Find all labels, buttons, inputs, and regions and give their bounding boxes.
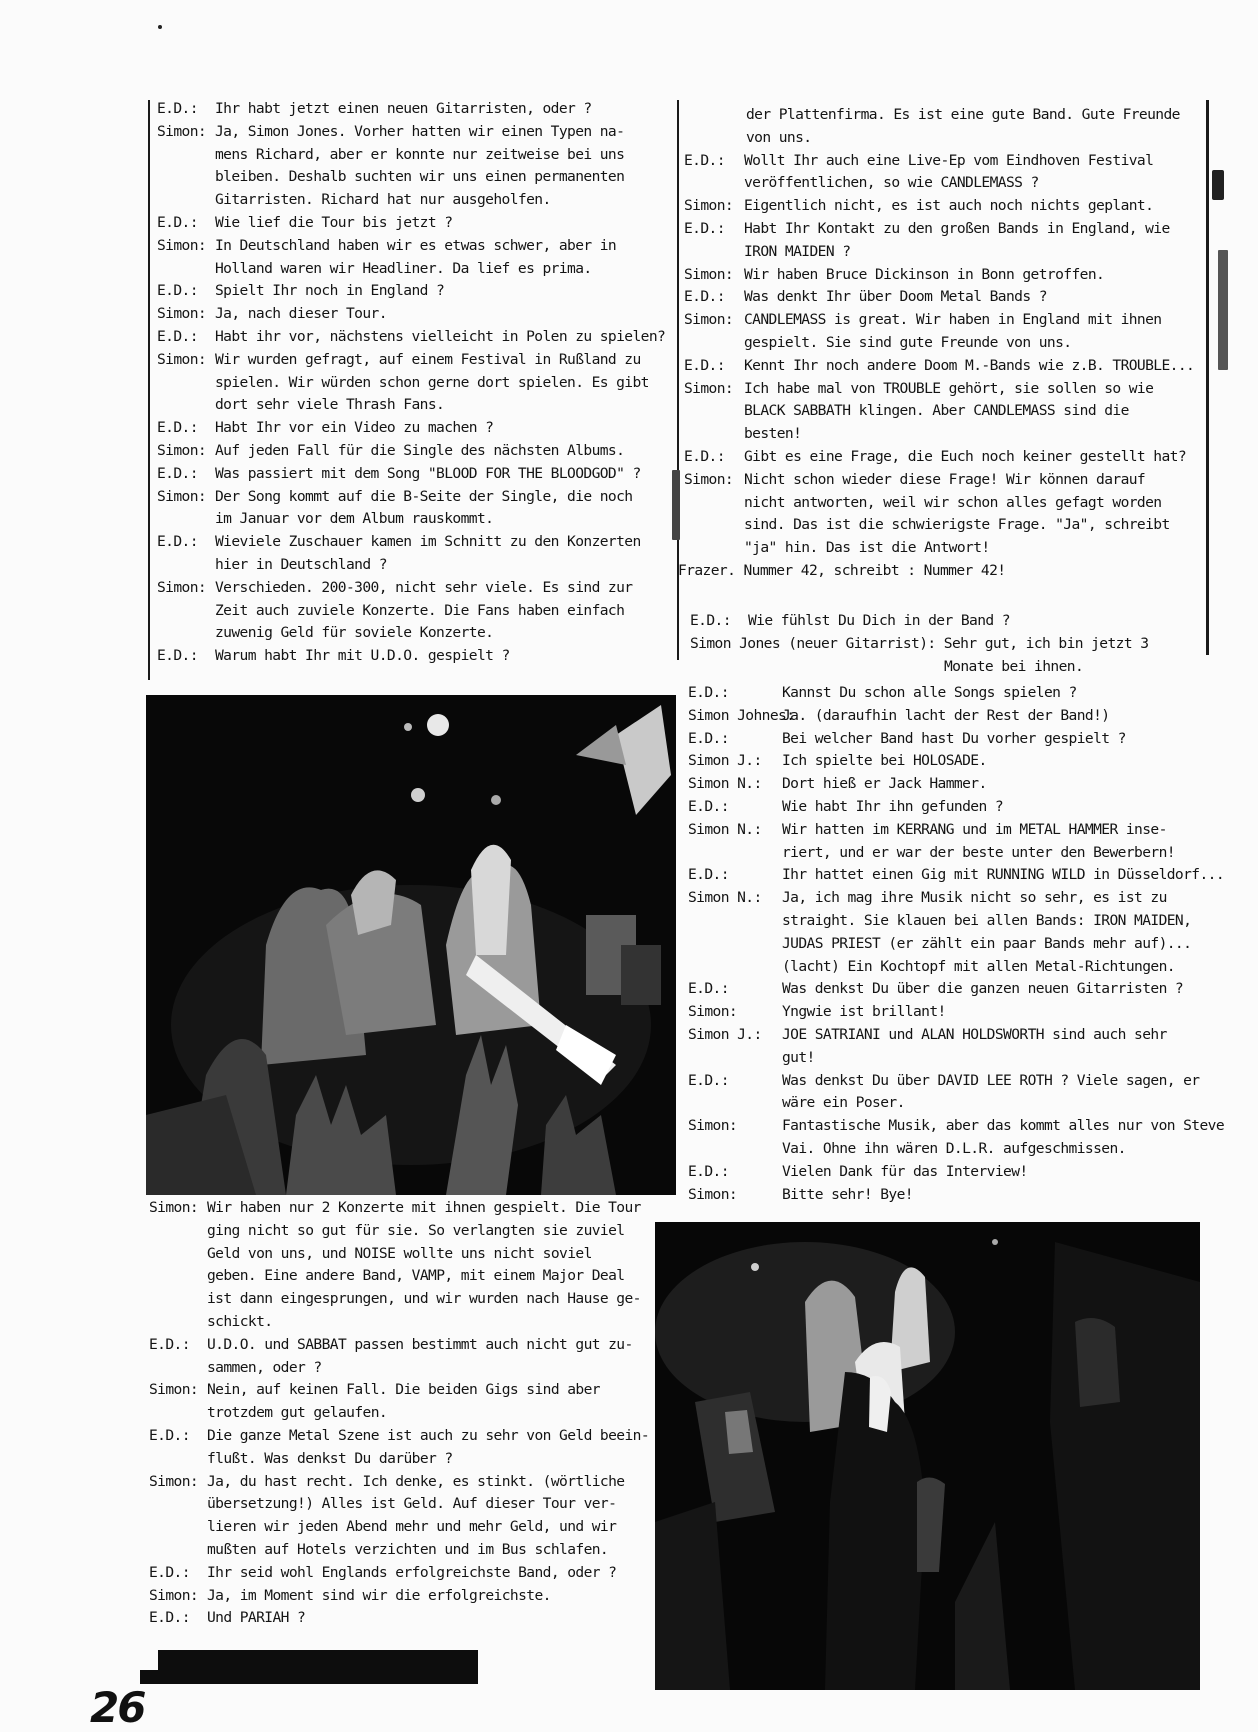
dialogue-text bbox=[215, 121, 624, 212]
dialogue-entry bbox=[684, 309, 1194, 355]
interview-block-left-bottom bbox=[149, 1197, 649, 1630]
text-line: Vai. Ohne ihn wären D.L.R. aufgeschmissen. bbox=[782, 1139, 1126, 1157]
dialogue-text bbox=[782, 773, 987, 796]
text-line: veröffentlichen, so wie CANDLEMASS ? bbox=[744, 174, 1039, 192]
dialogue-text bbox=[215, 349, 649, 417]
dialogue-text bbox=[744, 286, 1047, 309]
speaker-label: Simon: bbox=[684, 197, 734, 215]
dialogue-entry bbox=[690, 610, 1148, 633]
speaker-label: Simon J.: bbox=[688, 1025, 762, 1043]
concert-photo-singer bbox=[655, 1222, 1200, 1690]
speaker-label: E.D.: bbox=[157, 464, 198, 482]
interview-block-right-mid bbox=[690, 610, 1148, 678]
text-line: ging nicht so gut für sie. So verlangten sie zuviel bbox=[207, 1221, 625, 1239]
text-line: übersetzung!) Alles ist Geld. Auf dieser Tour ver- bbox=[207, 1495, 617, 1513]
text-line: Was denkst Du über die ganzen neuen Gitarristen ? bbox=[782, 980, 1184, 998]
dialogue-text bbox=[207, 1471, 625, 1562]
text-line: sind. Das ist die schwierigste Frage. "Ja", schreibt bbox=[744, 516, 1170, 534]
speaker-label: E.D.: bbox=[157, 100, 198, 117]
speaker-label: Simon: bbox=[157, 487, 207, 505]
text-line: flußt. Was denkst Du darüber ? bbox=[207, 1449, 453, 1467]
text-line: CANDLEMASS is great. Wir haben in England mit ihnen bbox=[744, 311, 1162, 329]
speaker-label: Simon: bbox=[684, 265, 734, 283]
text-line: nicht antworten, weil wir schon alles gefagt worden bbox=[744, 493, 1162, 511]
speaker-label: E.D.: bbox=[157, 213, 198, 231]
text-line: hier in Deutschland ? bbox=[215, 555, 387, 573]
text-line: U.D.O. und SABBAT passen bestimmt auch nicht gut zu- bbox=[207, 1335, 633, 1353]
dialogue-entry bbox=[157, 280, 665, 303]
text-line: lieren wir jeden Abend mehr und mehr Geld, und wir bbox=[207, 1518, 617, 1536]
dialogue-entry bbox=[157, 303, 665, 326]
text-line: Warum habt Ihr mit U.D.O. gespielt ? bbox=[215, 647, 510, 665]
dialogue-text bbox=[215, 577, 633, 645]
text-line: (lacht) Ein Kochtopf mit allen Metal-Richtungen. bbox=[782, 957, 1175, 975]
dialogue-entry bbox=[157, 121, 665, 212]
speaker-label: Simon: bbox=[688, 1185, 738, 1203]
speaker-label: Simon: bbox=[157, 350, 207, 368]
dialogue-text bbox=[207, 1585, 551, 1608]
dialogue-entry bbox=[149, 1562, 649, 1585]
dialogue-entry bbox=[688, 728, 1224, 751]
text-line: ist dann eingesprungen, und wir wurden nach Hause ge- bbox=[207, 1290, 641, 1308]
dialogue-entry bbox=[157, 326, 665, 349]
dialogue-entry bbox=[684, 446, 1194, 469]
dialogue-text bbox=[207, 1562, 616, 1585]
text-line: Ihr habt jetzt einen neuen Gitarristen, oder ? bbox=[215, 100, 592, 117]
speaker-label: Simon N.: bbox=[688, 889, 762, 907]
dialogue-entry bbox=[149, 1334, 649, 1380]
dialogue-text bbox=[782, 1024, 1167, 1070]
text-line: der Plattenfirma. Es ist eine gute Band. Gute Freunde bbox=[746, 106, 1180, 123]
left-column-rule bbox=[148, 100, 150, 680]
speaker-label: E.D.: bbox=[690, 612, 731, 629]
speaker-label: Simon: bbox=[684, 311, 734, 329]
speaker-label: E.D.: bbox=[157, 647, 198, 665]
text-line: straight. Sie klauen bei allen Bands: IRON MAIDEN, bbox=[782, 911, 1192, 929]
text-line: sammen, oder ? bbox=[207, 1358, 322, 1376]
dialogue-text bbox=[782, 1001, 946, 1024]
dialogue-text bbox=[782, 796, 1003, 819]
dialogue-entry bbox=[684, 355, 1194, 378]
speaker-label: Simon: bbox=[149, 1381, 199, 1399]
speaker-label: E.D.: bbox=[157, 327, 198, 345]
right-edge-rule bbox=[1206, 100, 1209, 655]
text-line: In Deutschland haben wir es etwas schwer, aber in bbox=[215, 236, 617, 254]
concert-photo-band bbox=[146, 695, 676, 1195]
text-line: von uns. bbox=[746, 128, 812, 146]
simon-jones-line: Simon Jones (neuer Gitarrist): Sehr gut, ich bin jetzt 3 bbox=[690, 634, 1149, 652]
dialogue-text bbox=[215, 98, 592, 121]
text-line: Gibt es eine Frage, die Euch noch keiner gestellt hat? bbox=[744, 447, 1187, 465]
scan-speck bbox=[672, 470, 680, 540]
speaker-label: Simon: bbox=[149, 1586, 199, 1604]
speaker-label: E.D.: bbox=[149, 1426, 190, 1444]
text-line: Nein, auf keinen Fall. Die beiden Gigs sind aber bbox=[207, 1381, 600, 1399]
dialogue-entry bbox=[684, 218, 1194, 264]
text-line: Geld von uns, und NOISE wollte uns nicht soviel bbox=[207, 1244, 592, 1262]
speaker-label: E.D.: bbox=[157, 282, 198, 300]
text-line: Wollt Ihr auch eine Live-Ep vom Eindhoven Festival bbox=[744, 151, 1154, 169]
text-line: Ich habe mal von TROUBLE gehört, sie sollen so wie bbox=[744, 379, 1154, 397]
dialogue-entry bbox=[157, 440, 665, 463]
dialogue-text bbox=[744, 264, 1104, 287]
text-line: Und PARIAH ? bbox=[207, 1609, 306, 1627]
text-line: Ich spielte bei HOLOSADE. bbox=[782, 752, 987, 770]
text-line: Yngwie ist brillant! bbox=[782, 1003, 946, 1021]
dialogue-text bbox=[215, 326, 665, 349]
dialogue-text bbox=[215, 417, 493, 440]
text-line: Kannst Du schon alle Songs spielen ? bbox=[782, 684, 1077, 701]
speaker-label: Simon: bbox=[157, 236, 207, 254]
text-line: Ja. (daraufhin lacht der Rest der Band!) bbox=[782, 706, 1110, 724]
text-line: zuwenig Geld für soviele Konzerte. bbox=[215, 624, 494, 642]
interview-block-right-bottom bbox=[688, 682, 1224, 1206]
dialogue-entry bbox=[149, 1585, 649, 1608]
dialogue-text bbox=[215, 303, 387, 326]
dialogue-entry bbox=[688, 1115, 1224, 1161]
interview-block-right-top bbox=[678, 104, 1195, 583]
text-line: schickt. bbox=[207, 1312, 273, 1330]
text-line: Wir haben Bruce Dickinson in Bonn getroffen. bbox=[744, 265, 1105, 283]
text-line: Was denkt Ihr über Doom Metal Bands ? bbox=[744, 288, 1047, 306]
dialogue-entry bbox=[684, 195, 1194, 218]
text-line: Ihr seid wohl Englands erfolgreichste Band, oder ? bbox=[207, 1563, 617, 1581]
dialogue-entry bbox=[149, 1425, 649, 1471]
dialogue-entry bbox=[157, 349, 665, 417]
dialogue-text bbox=[215, 645, 510, 668]
speaker-label: Simon: bbox=[684, 470, 734, 488]
text-line: Dort hieß er Jack Hammer. bbox=[782, 775, 987, 793]
text-line: Kennt Ihr noch andere Doom M.-Bands wie z.B. TROUBLE... bbox=[744, 356, 1195, 374]
speaker-label: E.D.: bbox=[688, 797, 729, 815]
text-line: BLACK SABBATH klingen. Aber CANDLEMASS sind die bbox=[744, 402, 1129, 420]
dialogue-entry bbox=[688, 978, 1224, 1001]
interview-block-left-top bbox=[157, 98, 665, 668]
dialogue-entry bbox=[684, 378, 1194, 446]
dialogue-entry bbox=[149, 1607, 649, 1630]
dialogue-text bbox=[207, 1197, 641, 1334]
speaker-label: E.D.: bbox=[688, 866, 729, 884]
dialogue-entry bbox=[688, 750, 1224, 773]
dialogue-text bbox=[744, 195, 1153, 218]
text-line: Bei welcher Band hast Du vorher gespielt ? bbox=[782, 729, 1126, 747]
page-number: 26 bbox=[90, 1683, 145, 1732]
dialogue-text bbox=[744, 446, 1186, 469]
text-line: Der Song kommt auf die B-Seite der Single, die noch bbox=[215, 487, 633, 505]
dialogue-entry bbox=[688, 796, 1224, 819]
speaker-label: Simon: bbox=[688, 1003, 738, 1021]
text-line: Wir wurden gefragt, auf einem Festival in Rußland zu bbox=[215, 350, 641, 368]
dialogue-text bbox=[207, 1425, 649, 1471]
text-line: bleiben. Deshalb suchten wir uns einen permanenten bbox=[215, 168, 625, 186]
speaker-label: E.D.: bbox=[684, 356, 725, 374]
dialogue-entry bbox=[688, 1001, 1224, 1024]
text-line: gut! bbox=[782, 1048, 815, 1066]
text-line: trotzdem gut gelaufen. bbox=[207, 1404, 388, 1422]
dialogue-text bbox=[207, 1379, 600, 1425]
frazer-line: Frazer. Nummer 42, schreibt : Nummer 42! bbox=[678, 561, 1006, 579]
text-line: Wie fühlst Du Dich in der Band ? bbox=[748, 612, 1010, 629]
dialogue-text bbox=[744, 355, 1194, 378]
text-line: Wie habt Ihr ihn gefunden ? bbox=[782, 797, 1004, 815]
text-line: im Januar vor dem Album rauskommt. bbox=[215, 510, 494, 528]
text-line: Habt Ihr Kontakt zu den großen Bands in England, wie bbox=[744, 219, 1170, 237]
dialogue-text bbox=[782, 819, 1175, 865]
dialogue-entry bbox=[688, 682, 1224, 705]
dialogue-text bbox=[744, 469, 1170, 560]
concert-photo-art bbox=[146, 695, 676, 1195]
text-line: geben. Eine andere Band, VAMP, mit einem Major Deal bbox=[207, 1267, 625, 1285]
text-line: Spielt Ihr noch in England ? bbox=[215, 282, 445, 300]
dialogue-entry bbox=[157, 417, 665, 440]
dialogue-entry bbox=[157, 531, 665, 577]
dialogue-text bbox=[782, 864, 1224, 887]
dialogue-text bbox=[782, 1184, 913, 1207]
text-line: JUDAS PRIEST (er zählt ein paar Bands mehr auf)... bbox=[782, 934, 1192, 952]
dialogue-text bbox=[744, 150, 1153, 196]
speaker-label: E.D.: bbox=[688, 1162, 729, 1180]
dialogue-entry bbox=[688, 1161, 1224, 1184]
dialogue-entry bbox=[684, 264, 1194, 287]
dialogue-text bbox=[782, 1115, 1224, 1161]
dialogue-entry bbox=[688, 773, 1224, 796]
text-line: Ja, nach dieser Tour. bbox=[215, 305, 387, 323]
dialogue-entry bbox=[688, 1184, 1224, 1207]
text-line: Habt ihr vor, nächstens vielleicht in Polen zu spielen? bbox=[215, 327, 666, 345]
speaker-label: E.D.: bbox=[149, 1563, 190, 1581]
text-line: Was denkst Du über DAVID LEE ROTH ? Viele sagen, er bbox=[782, 1071, 1200, 1089]
speaker-label: E.D.: bbox=[688, 684, 729, 701]
dialogue-entry bbox=[157, 463, 665, 486]
text-line: besten! bbox=[744, 425, 802, 443]
speaker-label: E.D.: bbox=[688, 980, 729, 998]
dialogue-text bbox=[215, 531, 641, 577]
concert-photo-singer-art bbox=[655, 1222, 1200, 1690]
dialogue-entry bbox=[157, 235, 665, 281]
speaker-label: Simon: bbox=[684, 379, 734, 397]
speaker-label: Simon: bbox=[149, 1472, 199, 1490]
text-line: Bitte sehr! Bye! bbox=[782, 1185, 913, 1203]
scan-speck bbox=[158, 25, 162, 29]
dialogue-entry bbox=[157, 98, 665, 121]
text-line: Wie lief die Tour bis jetzt ? bbox=[215, 213, 453, 231]
text-line: Ja, Simon Jones. Vorher hatten wir einen Typen na- bbox=[215, 122, 625, 140]
speaker-label: E.D.: bbox=[684, 288, 725, 306]
text-line: Zeit auch zuviele Konzerte. Die Fans haben einfach bbox=[215, 601, 625, 619]
dialogue-entry bbox=[684, 469, 1194, 560]
simon-jones-continuation: Monate bei ihnen. bbox=[944, 657, 1084, 675]
speaker-label: Simon J.: bbox=[688, 752, 762, 770]
text-line: mußten auf Hotels verzichten und im Bus schlafen. bbox=[207, 1540, 609, 1558]
dialogue-text bbox=[782, 750, 987, 773]
speaker-label: E.D.: bbox=[149, 1335, 190, 1353]
dialogue-text bbox=[215, 235, 616, 281]
dialogue-text bbox=[215, 486, 633, 532]
speaker-label: E.D.: bbox=[684, 219, 725, 237]
speaker-label: Simon N.: bbox=[688, 775, 762, 793]
dialogue-text bbox=[215, 280, 444, 303]
text-line: "ja" hin. Das ist die Antwort! bbox=[744, 539, 990, 557]
decorative-black-bar-2 bbox=[140, 1670, 170, 1684]
dialogue-text bbox=[782, 1070, 1200, 1116]
dialogue-entry bbox=[688, 1070, 1224, 1116]
text-line: Verschieden. 200-300, nicht sehr viele. Es sind zur bbox=[215, 578, 633, 596]
text-line: Habt Ihr vor ein Video zu machen ? bbox=[215, 419, 494, 437]
dialogue-text bbox=[782, 728, 1126, 751]
dialogue-text bbox=[748, 610, 1010, 633]
dialogue-text bbox=[744, 378, 1153, 446]
speaker-label: Simon: bbox=[688, 1117, 738, 1135]
dialogue-entry bbox=[688, 887, 1224, 978]
speaker-label: E.D.: bbox=[157, 419, 198, 437]
dialogue-entry bbox=[684, 286, 1194, 309]
dialogue-entry bbox=[688, 819, 1224, 865]
dialogue-entry bbox=[157, 212, 665, 235]
scan-speck bbox=[1212, 170, 1224, 200]
text-line: Nicht schon wieder diese Frage! Wir können darauf bbox=[744, 470, 1146, 488]
text-line: Holland waren wir Headliner. Da lief es prima. bbox=[215, 259, 592, 277]
text-line: Ja, im Moment sind wir die erfolgreichste. bbox=[207, 1586, 551, 1604]
speaker-label: Simon: bbox=[149, 1199, 199, 1216]
speaker-label: Simon: bbox=[157, 578, 207, 596]
speaker-label: E.D.: bbox=[688, 729, 729, 747]
speaker-label: E.D.: bbox=[684, 447, 725, 465]
dialogue-text bbox=[215, 212, 452, 235]
text-line: Wir haben nur 2 Konzerte mit ihnen gespielt. Die Tour bbox=[207, 1199, 641, 1216]
text-line: IRON MAIDEN ? bbox=[744, 242, 851, 260]
speaker-label: E.D.: bbox=[688, 1071, 729, 1089]
text-line: Ja, ich mag ihre Musik nicht so sehr, es ist zu bbox=[782, 889, 1167, 907]
speaker-label: E.D.: bbox=[157, 533, 198, 551]
speaker-label: E.D.: bbox=[149, 1609, 190, 1627]
text-line: spielen. Wir würden schon gerne dort spielen. Es gibt bbox=[215, 373, 649, 391]
dialogue-text bbox=[207, 1607, 305, 1630]
dialogue-text bbox=[782, 682, 1077, 705]
dialogue-entry bbox=[684, 150, 1194, 196]
dialogue-entry bbox=[157, 645, 665, 668]
dialogue-entry bbox=[688, 705, 1224, 728]
speaker-label: Simon: bbox=[157, 122, 207, 140]
text-line: Auf jeden Fall für die Single des nächsten Albums. bbox=[215, 441, 625, 459]
dialogue-text bbox=[744, 218, 1170, 264]
text-line: Fantastische Musik, aber das kommt alles nur von Steve bbox=[782, 1117, 1225, 1135]
text-line: mens Richard, aber er konnte nur zeitweise bei uns bbox=[215, 145, 625, 163]
text-line: Die ganze Metal Szene ist auch zu sehr von Geld beein- bbox=[207, 1426, 650, 1444]
text-line: wäre ein Poser. bbox=[782, 1094, 905, 1112]
scan-speck bbox=[1218, 250, 1228, 370]
text-line: Vielen Dank für das Interview! bbox=[782, 1162, 1028, 1180]
speaker-label: E.D.: bbox=[684, 151, 725, 169]
dialogue-text bbox=[215, 440, 624, 463]
text-line: JOE SATRIANI und ALAN HOLDSWORTH sind auch sehr bbox=[782, 1025, 1167, 1043]
dialogue-text bbox=[782, 887, 1191, 978]
text-line: gespielt. Sie sind gute Freunde von uns. bbox=[744, 333, 1072, 351]
dialogue-entry bbox=[688, 1024, 1224, 1070]
text-line: Was passiert mit dem Song "BLOOD FOR THE BLOODGOD" ? bbox=[215, 464, 641, 482]
dialogue-text bbox=[207, 1334, 633, 1380]
text-line: Eigentlich nicht, es ist auch noch nichts geplant. bbox=[744, 197, 1154, 215]
dialogue-text bbox=[782, 1161, 1028, 1184]
dialogue-text bbox=[782, 705, 1109, 728]
dialogue-entry bbox=[149, 1379, 649, 1425]
dialogue-text bbox=[782, 978, 1183, 1001]
text-line: riert, und er war der beste unter den Bewerbern! bbox=[782, 843, 1175, 861]
text-line: Wir hatten im KERRANG und im METAL HAMMER inse- bbox=[782, 820, 1167, 838]
text-line: Gitarristen. Richard hat nur ausgeholfen. bbox=[215, 191, 551, 209]
dialogue-entry bbox=[149, 1197, 649, 1334]
dialogue-entry bbox=[149, 1471, 649, 1562]
text-line: Ja, du hast recht. Ich denke, es stinkt. (wörtliche bbox=[207, 1472, 625, 1490]
speaker-label: Simon: bbox=[157, 305, 207, 323]
speaker-label: Simon Johnes: bbox=[688, 706, 795, 724]
text-line: Ihr hattet einen Gig mit RUNNING WILD in Düsseldorf... bbox=[782, 866, 1225, 884]
dialogue-entry bbox=[688, 864, 1224, 887]
speaker-label: Simon N.: bbox=[688, 820, 762, 838]
dialogue-entry bbox=[157, 486, 665, 532]
speaker-label: Simon: bbox=[157, 441, 207, 459]
dialogue-entry bbox=[157, 577, 665, 645]
text-line: Wieviele Zuschauer kamen im Schnitt zu den Konzerten bbox=[215, 533, 641, 551]
text-line: dort sehr viele Thrash Fans. bbox=[215, 396, 445, 414]
decorative-black-bar bbox=[158, 1650, 478, 1684]
dialogue-text bbox=[744, 309, 1162, 355]
dialogue-text bbox=[215, 463, 641, 486]
